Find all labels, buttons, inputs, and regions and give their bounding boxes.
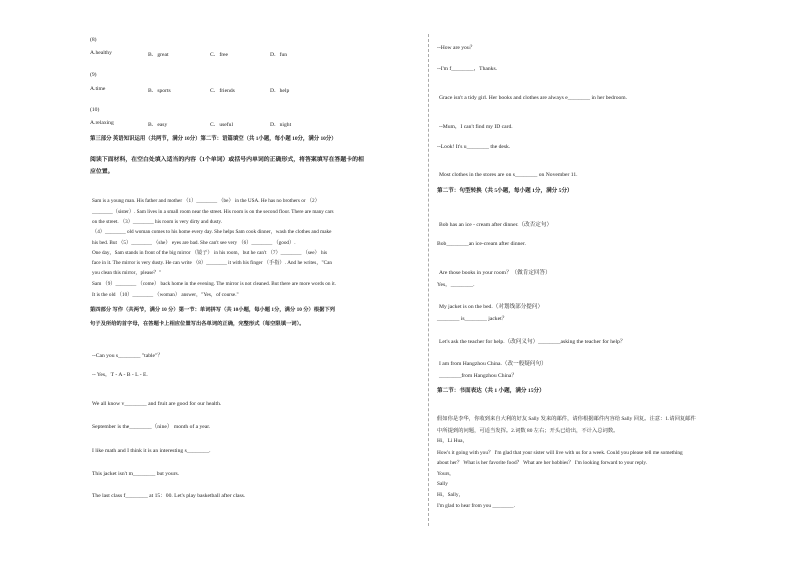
question-8-number: (8) — [90, 37, 97, 43]
section-3-heading: 第三部分 英语知识运用（共两节，满分 10分）第二节：语篇填空（共 1小题，每小题 10分，满分 10分） — [90, 136, 337, 142]
transform-question: I am from Hangzhou China.（改一般疑问句） — [439, 361, 547, 367]
spelling-question: Most clothes in the stores are on s________ on November 11. — [439, 172, 578, 178]
reply-first-line: I'm glad to hear from you ________. — [437, 503, 515, 509]
section-4-heading-line-1: 第四部分 写作（共两节，满分 10 分）第一节：单词拼写（共 10小题，每小题 1分，满分 10 分）根据下列 — [90, 307, 335, 313]
passage-line: on the street. （3）________ his room is very dirty and dusty. — [92, 219, 222, 225]
email-signature: Sally — [437, 481, 448, 487]
section-3-instruction-line-1: 阅读下面材料，在空白处填入适当的内容（1个单词）或括号内单词的正确形式，将答案填写在答题卡的相 — [90, 157, 364, 163]
spelling-question: This jacket isn't m________ but yours. — [92, 471, 180, 477]
passage-line: face in it. The mirror is very dusty. He can write （8）________ it with his finger （手指）. And he writes，"Can — [92, 260, 332, 266]
transform-answer-line: Bob________an ice-cream after dinner. — [437, 241, 526, 247]
spelling-question: I like math and I think it is an interesting s________. — [92, 448, 211, 454]
question-10-number: (10) — [90, 107, 100, 113]
column-divider — [428, 34, 429, 526]
spelling-question: --Look! It's u________ the desk. — [437, 144, 511, 150]
sentence-transform-heading: 第二节：句型转换（共 5小题，每小题 1分，满分 5分） — [437, 188, 573, 194]
email-closing: Yours, — [437, 471, 451, 477]
q8-option-c: C．free — [210, 52, 229, 58]
email-body-line: about her？ What is her favorite food？ What are her hobbies？ I'm looking forward to your reply. — [437, 460, 648, 466]
transform-question: My jacket is on the bed.（对划线部分提问） — [439, 304, 544, 310]
spelling-question: --I'm f________，Thanks. — [437, 66, 498, 72]
passage-line: It is the old （10）________ （woman） answer，"Yes，of course." — [92, 292, 239, 298]
spelling-question: --Can you s________ "table"？ — [92, 353, 163, 359]
passage-line: Sam （9）________ （come） back home in the evening. The mirror is not cleaned. But there are more words on it. — [92, 281, 336, 287]
email-body-line: How's it going with you？ I'm glad that your sister will live with us for a week. Could you please tell me something — [437, 450, 683, 456]
transform-question: Are those books in your room？（做肯定回答） — [439, 270, 551, 276]
question-9-number: (9) — [90, 72, 97, 78]
q10-option-a: A.relaxing — [90, 120, 114, 126]
reply-greeting: Hi，Sally， — [437, 492, 464, 498]
spelling-question: We all know v________ and fruit are good for our health. — [92, 401, 222, 407]
spelling-question: -- Yes，T - A - B - L - E. — [92, 372, 148, 378]
passage-line: his bed. But （5）________ （she） eyes are bad. She can't see very （6）________ （good）. — [92, 240, 296, 246]
transform-answer-line: Yes，________. — [437, 282, 475, 288]
q8-option-a: A.healthy — [90, 50, 112, 56]
spelling-question: --How are you？ — [437, 45, 476, 51]
transform-answer-line: ________ is________ jacket？ — [437, 316, 508, 322]
section-4-heading-line-2: 句子及所给的首字母，在答题卡上相应位置写出各单词的正确，完整形式（每空限填一词）。 — [90, 321, 305, 327]
q10-option-b: B．easy — [148, 122, 168, 128]
spelling-question: Grace isn't a tidy girl. Her books and clothes are always e________ in her bedroom. — [439, 95, 628, 101]
passage-line: ________（sister）. Sam lives in a small room near the street. His room is on the second floor. There are many cars — [92, 209, 334, 215]
section-3-instruction-line-2: 应位置。 — [90, 169, 114, 175]
transform-question: Let's ask the teacher for help.（改问义句）________asking the teacher for help？ — [439, 339, 626, 345]
passage-line: Sam is a young man. His father and mother （1）________ （be） in the USA. He has no brothers or （2） — [92, 198, 320, 204]
transform-answer-line: ________from Hangzhou China？ — [439, 373, 517, 379]
q8-option-b: B．great — [148, 52, 169, 58]
passage-line: you clean this mirror，please？" — [92, 270, 161, 276]
spelling-question: September is the________（nine） month of a year. — [92, 424, 211, 430]
q9-option-a: A.time — [90, 86, 106, 92]
q9-option-b: B．sports — [148, 88, 171, 94]
spelling-question: The last class f________ at 15：00. Let's play basketball after class. — [92, 493, 246, 499]
q8-option-d: D．fun — [270, 52, 288, 58]
writing-instruction: 中所提到的问题，可适当发挥。2.词数 80 左右；开头已给出，不计入总词数。 — [437, 428, 619, 434]
spelling-question: --Mum，I can't find my ID card. — [439, 124, 513, 130]
email-greeting: Hi，Li Hua， — [437, 438, 468, 444]
transform-question: Bob has an ice - cream after dinner.（改否定句） — [439, 222, 553, 228]
passage-line: （4）________ old woman comes to his home every day. She helps Sam cook dinner，wash the clothes and make — [92, 229, 332, 235]
q10-option-c: C．useful — [210, 122, 233, 128]
q9-option-c: C．friends — [210, 88, 235, 94]
writing-heading: 第二节：书面表达（共 1 小题，满分 15分） — [437, 388, 545, 394]
writing-instruction: 假如你是李华，你收到来自大利的好友 Sally 发来的邮件，请你根据邮件内容给 Sally 回复。注意：1.请回复邮件 — [437, 416, 696, 422]
q10-option-d: D．night — [270, 122, 292, 128]
q9-option-d: D．help — [270, 88, 290, 94]
passage-line: One day，Sam stands in front of the big mirror （镜子） in his room，but he can't （7）________ （see） his — [92, 250, 328, 256]
